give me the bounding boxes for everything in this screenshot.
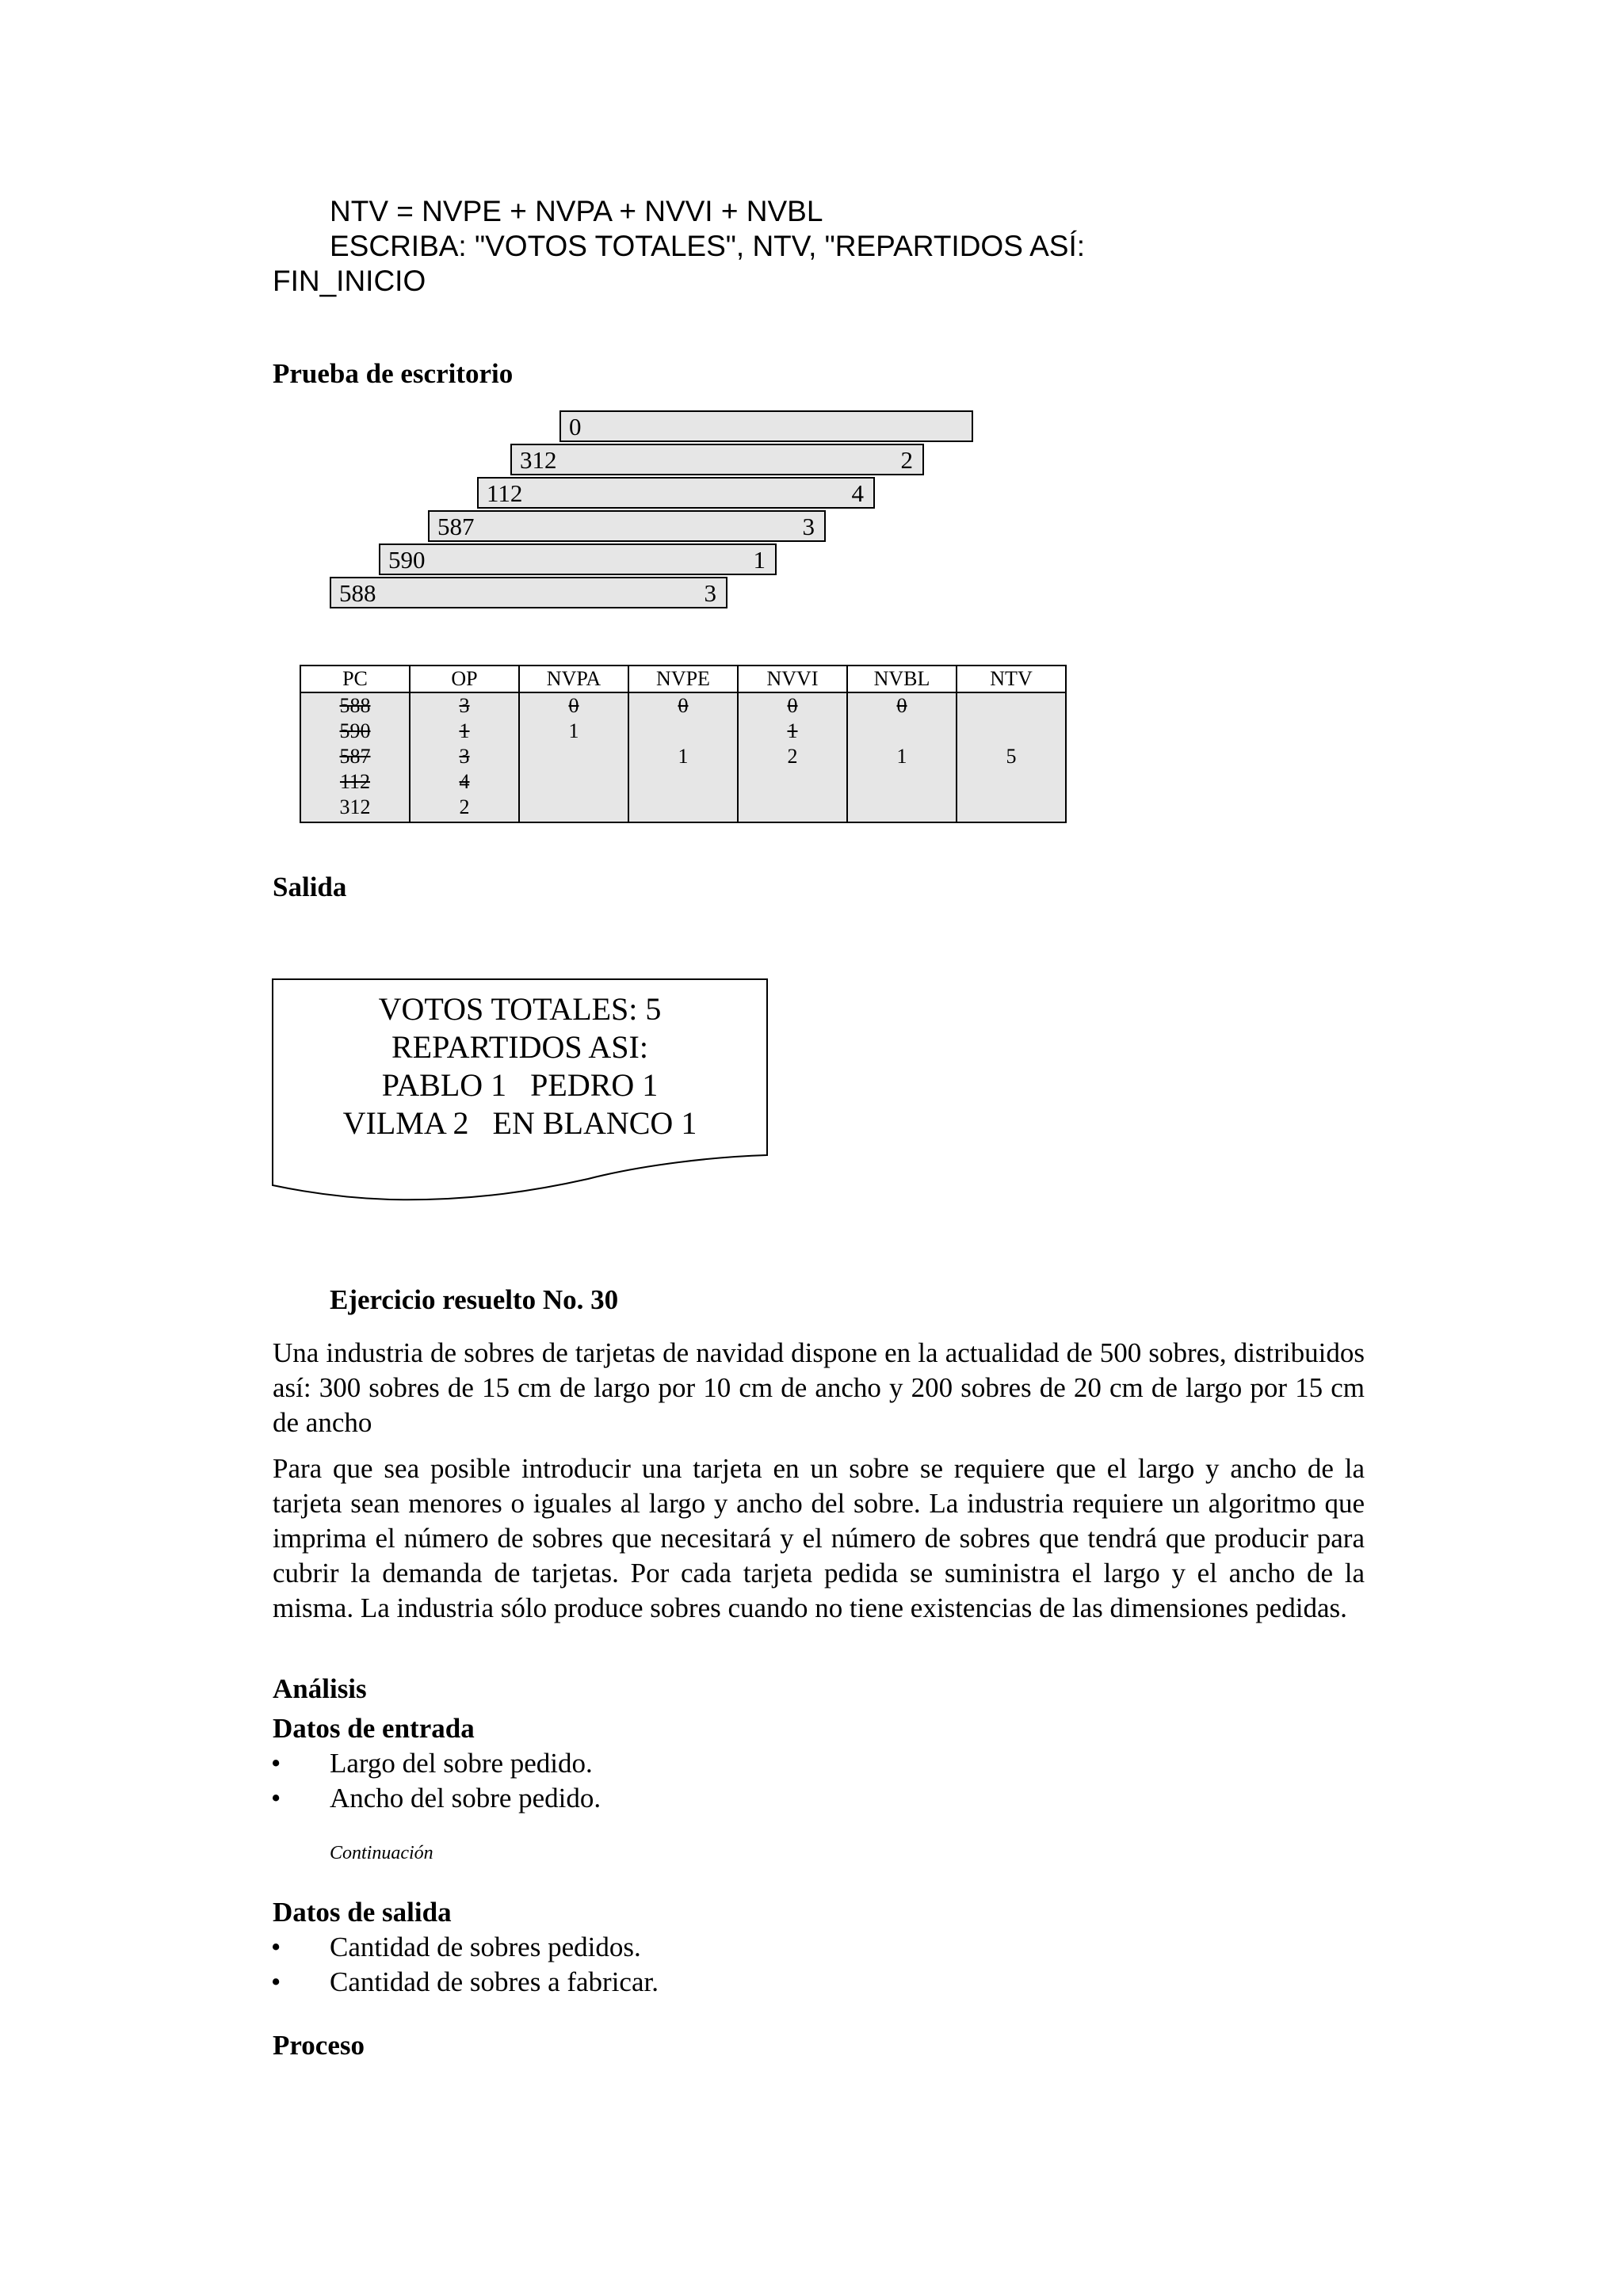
crossed-out-value: 0 [678, 694, 689, 717]
cell-value: 2 [787, 745, 798, 768]
cell-value [848, 719, 956, 744]
table-header-cell: NTV [957, 666, 1066, 692]
cell-value: 2 [459, 795, 470, 818]
exercise-paragraph-2: Para que sea posible introducir una tarjeta en un sobre se requiere que el largo y ancho de la tarjeta sean menores o iguales al largo y ancho del sobre. La industria requiere un algoritmo que imprima el número de sobres que necesitará y el número de sobres que tendrá que producir para cubrir la demanda de tarjetas. Por cada tarjeta pedida se suministra el largo y el ancho de la misma. La industria sólo produce sobres cuando no tiene existencias de las dimensiones pedidas. [273, 1453, 1365, 1623]
crossed-out-value: 3 [459, 694, 470, 717]
cell-value: 1 [896, 745, 907, 768]
table-header-cell: NVPE [628, 666, 738, 692]
table-cell [410, 692, 519, 822]
crossed-out-value: 4 [459, 770, 470, 793]
crossed-out-value: 3 [459, 745, 470, 768]
output-line: VILMA 2 EN BLANCO 1 [342, 1105, 697, 1141]
data-card [559, 410, 973, 442]
card-op-value: 1 [753, 546, 766, 574]
cell-value: 312 [339, 795, 371, 818]
list-item: Largo del sobre pedido. [330, 1748, 593, 1779]
table-cell [957, 692, 1066, 822]
output-heading: Salida [273, 871, 347, 902]
table-row [300, 692, 1066, 822]
table-header-row [300, 666, 1066, 692]
table-header-cell: OP [410, 666, 519, 692]
table-header-cell: NVBL [847, 666, 957, 692]
crossed-out-value: 0 [787, 694, 798, 717]
list-item: Ancho del sobre pedido. [330, 1783, 601, 1814]
exercise-title: Ejercicio resuelto No. 30 [330, 1284, 619, 1315]
crossed-out-value: 1 [459, 719, 470, 742]
bullet-icon: • [271, 1932, 281, 1962]
cell-value: 1 [678, 745, 689, 768]
list-item: Cantidad de sobres pedidos. [330, 1932, 641, 1962]
card-pc-value: 312 [520, 446, 557, 474]
card-pc-value: 590 [388, 546, 426, 574]
crossed-out-value: 0 [568, 694, 579, 717]
cell-value: 1 [568, 719, 579, 742]
output-line: PABLO 1 PEDRO 1 [381, 1067, 659, 1103]
cell-value [629, 719, 737, 744]
card-pc-value: 112 [487, 479, 523, 507]
card-op-value: 4 [851, 479, 864, 507]
table-header-cell: NVPA [519, 666, 628, 692]
bullet-icon: • [271, 1783, 281, 1814]
input-data-heading: Datos de entrada [273, 1713, 475, 1744]
cell-value: 5 [1006, 745, 1017, 768]
data-card [428, 510, 826, 542]
continuation-note: Continuación [330, 1843, 433, 1863]
crossed-out-value: 112 [339, 770, 371, 793]
analysis-heading: Análisis [273, 1673, 367, 1704]
card-op-value: 3 [704, 579, 716, 607]
output-line: VOTOS TOTALES: 5 [378, 991, 662, 1027]
process-heading: Proceso [273, 2030, 365, 2061]
card-pc-value: 587 [437, 513, 475, 540]
crossed-out-value: 1 [787, 719, 798, 742]
bullet-icon: • [271, 1966, 281, 1997]
data-card [477, 477, 875, 509]
table-cell [300, 692, 410, 822]
crossed-out-value: 588 [339, 694, 371, 717]
bullet-icon: • [271, 1748, 281, 1779]
output-line: REPARTIDOS ASI: [391, 1029, 648, 1065]
data-card [379, 543, 777, 575]
crossed-out-value: 0 [896, 694, 907, 717]
data-card [510, 444, 924, 475]
output-data-heading: Datos de salida [273, 1897, 452, 1928]
card-op-value: 3 [802, 513, 815, 540]
data-card [330, 577, 727, 608]
desk-test-table [300, 665, 1067, 823]
table-header-cell: NVVI [738, 666, 847, 692]
card-pc-value: 0 [569, 413, 582, 441]
code-line-ntv: NTV = NVPE + NVPA + NVVI + NVBL [330, 195, 823, 227]
card-op-value: 2 [900, 446, 913, 474]
table-cell [628, 692, 738, 822]
desk-test-heading: Prueba de escritorio [273, 358, 514, 389]
exercise-paragraph-1: Una industria de sobres de tarjetas de navidad dispone en la actualidad de 500 sobres, distribuidos así: 300 sobres de 15 cm de largo por 10 cm de ancho y 200 sobres de 20 cm de largo por 15 cm de ancho [273, 1337, 1365, 1438]
code-line-escriba: ESCRIBA: "VOTOS TOTALES", NTV, "REPARTIDOS ASÍ: [330, 230, 1086, 262]
crossed-out-value: 590 [339, 719, 371, 742]
cell-value [957, 693, 1065, 719]
list-item: Cantidad de sobres a fabricar. [330, 1966, 659, 1997]
table-cell [519, 692, 628, 822]
table-cell [738, 692, 847, 822]
card-pc-value: 588 [339, 579, 376, 607]
table-header-cell: PC [300, 666, 410, 692]
crossed-out-value: 587 [339, 745, 371, 768]
code-line-fin-inicio: FIN_INICIO [273, 265, 426, 297]
table-cell [847, 692, 957, 822]
output-text-block [274, 990, 766, 1142]
cell-value [957, 719, 1065, 744]
